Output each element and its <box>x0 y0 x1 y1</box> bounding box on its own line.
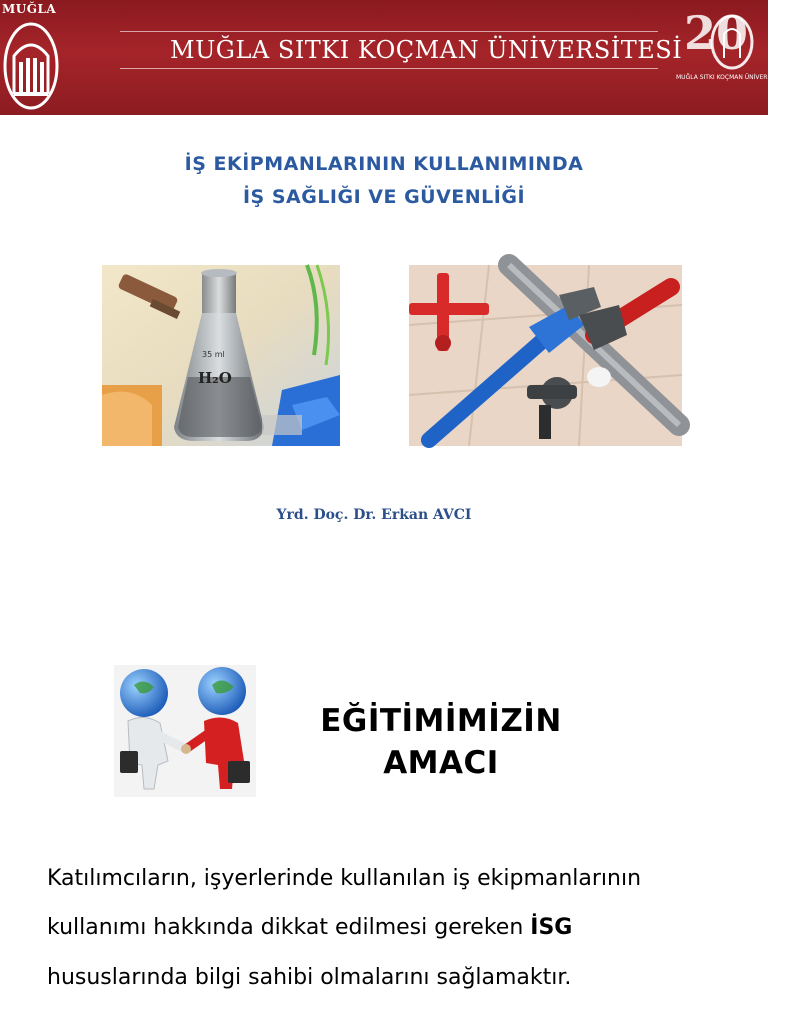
objective-text-line-1: Katılımcıların, işyerlerinde kullanılan iş ekipmanlarının <box>47 866 642 891</box>
banner-divider-top <box>120 31 658 32</box>
author-name: Yrd. Doç. Dr. Erkan AVCI <box>276 507 472 523</box>
document-title-line-1: İŞ EKİPMANLARININ KULLANIMINDA <box>184 153 584 175</box>
handshake-globe-people-icon <box>114 665 256 797</box>
section-title-line-2: AMACI <box>383 745 499 781</box>
logo-word: MUĞLA <box>2 2 57 16</box>
anniversary-caption: MUĞLA SITKI KOÇMAN ÜNİVERSİTESİ <box>676 74 786 81</box>
laboratory-photo <box>102 265 340 446</box>
section-title-line-1: EĞİTİMİMİZİN <box>320 703 562 739</box>
university-logo <box>0 0 62 115</box>
banner-divider-bottom <box>120 68 658 69</box>
anniversary-number: 20 <box>684 6 749 60</box>
anniversary-logo <box>676 4 786 84</box>
isg-acronym: İSG <box>530 915 573 940</box>
university-emblem-icon <box>2 16 60 112</box>
document-title-line-2: İŞ SAĞLIĞI VE GÜVENLİĞİ <box>242 186 526 208</box>
pipe-tools-photo <box>409 265 682 446</box>
svg-text:H₂O: H₂O <box>198 369 232 387</box>
header-banner <box>0 0 786 115</box>
objective-text-line-3: hususlarında bilgi sahibi olmalarını sağlamaktır. <box>47 965 572 990</box>
objective-text-line-2 <box>47 915 747 940</box>
university-name: MUĞLA SITKI KOÇMAN ÜNİVERSİTESİ <box>170 36 683 64</box>
objective-text-line-2-prefix: kullanımı hakkında dikkat edilmesi gereken <box>47 915 531 940</box>
svg-text:35 ml: 35 ml <box>202 350 225 359</box>
